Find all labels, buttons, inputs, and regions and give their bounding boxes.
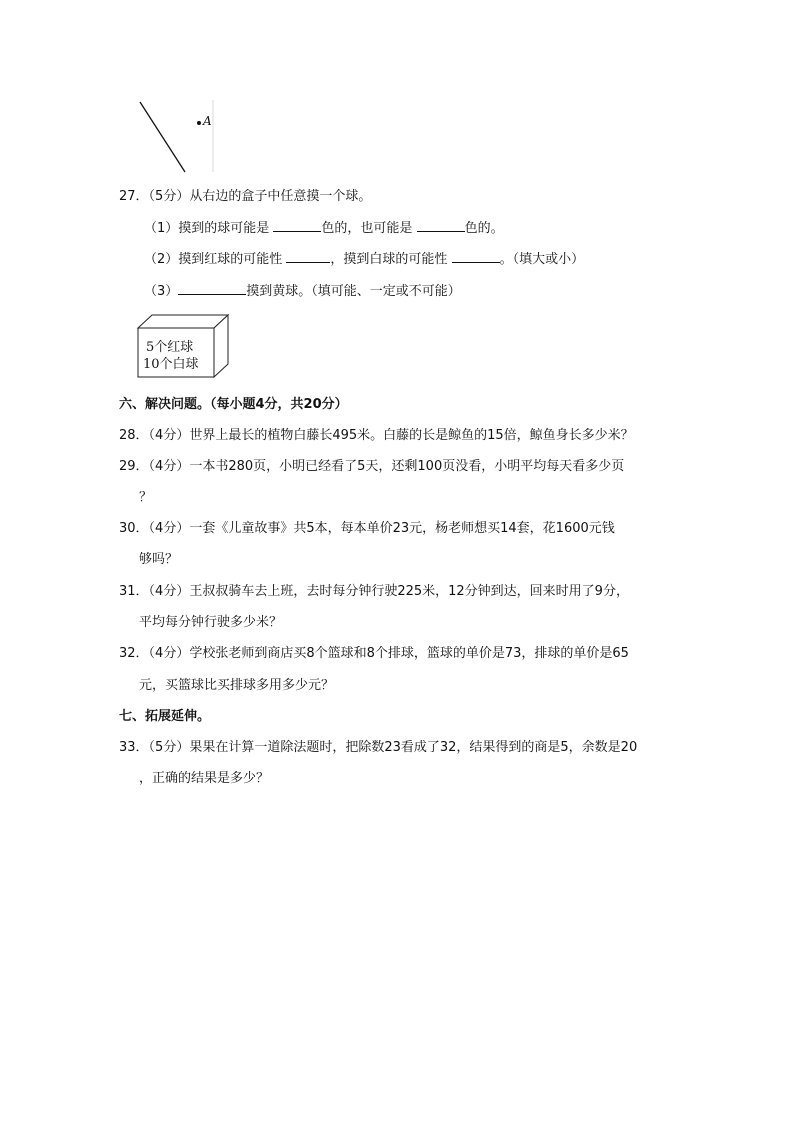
q27-part2-blank1[interactable] [286,248,330,263]
box-label-white: 10个白球 [143,357,199,372]
q27-part3-suffix: 摸到黄球。（填可能、一定或不可能） [246,284,461,299]
q33-line1: 33．（5分）果果在计算一道除法题时，把除数23看成了32，结果得到的商是5，余数是20 [119,740,638,755]
q27-part2-mid: ，摸到白球的可能性 [330,252,448,267]
q27-part2-blank2[interactable] [452,248,500,263]
q27-part3 [144,280,461,302]
q29-line2: ？ [139,490,153,505]
section7-title: 七、拓展延伸。 [119,709,211,724]
q27-part1-blank2[interactable] [417,217,465,232]
point-a-label: A [203,114,212,128]
line-point-figure [136,100,216,176]
q27-part2-prefix: （2）摸到红球的可能性 [144,252,283,267]
q32-line1: 32．（4分）学校张老师到商店买8个篮球和8个排球，篮球的单价是73，排球的单价是65 [119,646,629,661]
q29-line1: 29．（4分）一本书280页，小明已经看了5天，还剩100页没看，小明平均每天看多少页 [119,459,625,474]
q27-part1-suffix: 色的。 [464,221,504,236]
q27-part1-blank1[interactable] [273,217,321,232]
box-top-face [138,315,228,328]
q30-line1: 30．（4分）一套《儿童故事》共5本，每本单价23元，杨老师想买14套，花1600元钱 [119,521,615,536]
q27-part3-prefix: （3） [144,284,179,299]
q28-line1: 28．（4分）世界上最长的植物白藤长495米。白藤的长是鲸鱼的15倍，鲸鱼身长多少米？ [119,428,634,443]
q27-part3-blank[interactable] [178,280,246,295]
q27-part1-mid: 色的，也可能是 [321,221,413,236]
q31-line2: 平均每分钟行驶多少米？ [139,615,283,630]
q27-part2-suffix: 。（填大或小） [499,252,585,267]
box-label-red: 5个红球 [146,340,194,355]
q27-part2 [144,248,584,270]
figure-line [140,102,185,172]
section6-title: 六、解决问题。（每小题4分，共20分） [119,397,348,412]
q27-stem: 27．（5分）从右边的盒子中任意摸一个球。 [119,189,372,204]
q32-line2: 元，买篮球比买排球多用多少元？ [139,678,335,693]
q33-line2: ，正确的结果是多少？ [139,771,270,786]
q27-part1 [144,217,504,239]
q27-part1-prefix: （1）摸到的球可能是 [144,221,270,236]
q31-line1: 31．（4分）王叔叔骑车去上班，去时每分钟行驶225米，12分钟到达，回来时用了9分， [119,584,629,599]
point-a-dot [197,121,201,125]
q30-line2: 够吗？ [139,552,179,567]
